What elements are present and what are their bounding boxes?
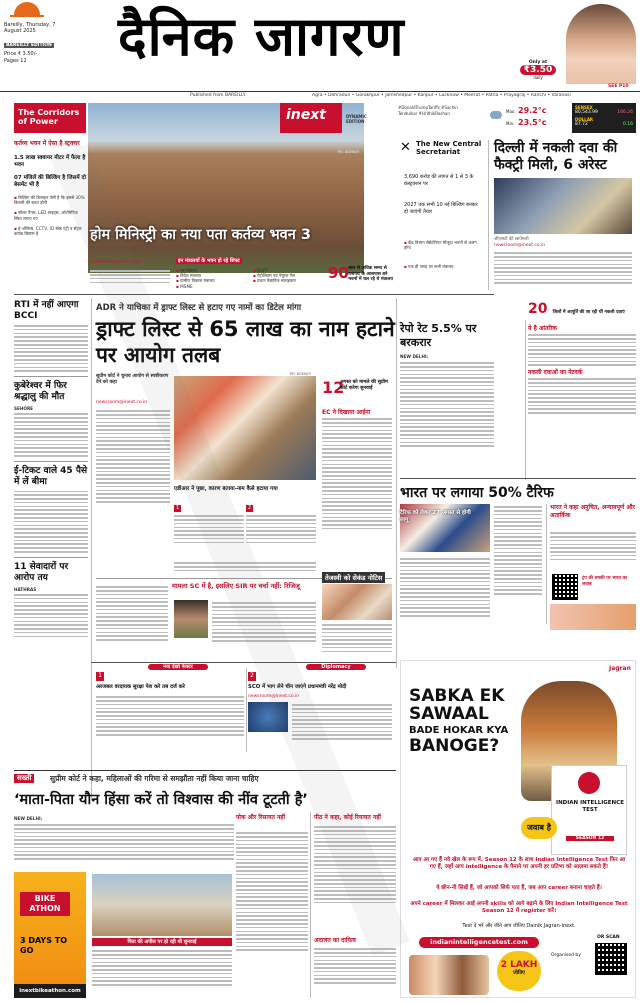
side-notes-heading-2: नकली दवाओं का नेटवर्क — [528, 369, 583, 377]
bottom-body-1 — [96, 694, 244, 748]
rijiju-headline: मामला SC में है, इसलिए SIR पर चर्चा नहीं: रिजिजू — [172, 582, 300, 590]
sensex-label: SENSEX — [575, 105, 593, 110]
dollar-value: 87.72 — [575, 122, 588, 127]
bottom-num-1: 1 — [96, 672, 104, 681]
sun-logo-icon — [14, 2, 40, 15]
sevadar-body — [14, 594, 88, 637]
stat-12: 12 — [322, 378, 345, 397]
ad-prize-badge — [497, 951, 541, 991]
only-at-daily: daily — [533, 75, 543, 80]
ec-headline: EC ने दिखाया आईना — [322, 409, 371, 416]
ministry-item: ▪ DoPT — [253, 268, 326, 273]
raid-photo — [494, 178, 632, 234]
box-court-duty: अदालत का दायित्व — [314, 937, 356, 944]
ad-headline-2: SAWAAL — [409, 704, 489, 724]
supreme-kicker-label: सख्ती — [14, 774, 34, 783]
x-icon: ✕ — [400, 140, 411, 155]
pages: Pages 12 — [4, 58, 27, 64]
ind-title: INDIAN INTELLIGENCE TEST — [556, 800, 624, 813]
supreme-headline: ‘माता-पिता यौन हिंसा करें तो विश्वास की नींव टूटती है’ — [14, 792, 308, 808]
price: Price ₹ 3.50/- — [4, 51, 38, 57]
max-temp: 29.2°c — [518, 106, 547, 115]
dateline: Bareilly, Thursday, 7 August 2025 — [4, 22, 56, 34]
ad-url[interactable]: indianintelligencetest.com — [419, 937, 539, 948]
ministry-item: ▪ ग्रामीण विकास मंत्रालय — [176, 278, 249, 283]
sevadar-headline: 11 सेवादारों पर आरोप तय — [14, 561, 69, 583]
inext-dynamic-edition: DYNAMIC EDITION — [346, 114, 367, 124]
bikeathon-url: inextbikeathon.com — [14, 984, 86, 998]
raid-caption: जीएसटी की छापेमारी — [494, 237, 529, 242]
box-pok: पोक और रिसायत नहीं — [236, 814, 286, 821]
supreme-court-photo — [92, 874, 232, 936]
ad-qr-code[interactable] — [595, 943, 627, 975]
side-notes — [528, 326, 636, 416]
kubereshwar-body — [14, 413, 88, 456]
see-page[interactable]: SEE P10 — [608, 84, 629, 89]
supreme-photo-caption: पिता की अपील पर हो रही थी सुनवाई — [92, 938, 232, 946]
repo-headline: रेपो रेट 5.5% पर बरकरार — [400, 322, 477, 349]
adr-kicker: ADR ने याचिका में ड्राफ्ट लिस्ट से हटाए गए नामों का डिटेल मांगा — [96, 303, 302, 313]
qr-caption: ट्रंप की धमकी पर भारत का जवाब — [582, 576, 628, 587]
secretariat-stat2: 2027 तक सभी 10 नई बिल्डिंग बनकर हो जाएंगी तैयार — [404, 202, 478, 215]
ministry-item: ▪ प्रधान वैज्ञानिक सलाहकार — [253, 278, 326, 283]
tariff-subhead: टैरिफ को लेकर 27 अगस्त से होगी लागू — [400, 510, 471, 523]
qr-code[interactable] — [552, 574, 578, 600]
intelligence-test-ad[interactable] — [400, 660, 636, 998]
edition-label: BAREILLY EDITION — [6, 43, 52, 48]
eticket-body — [14, 491, 88, 553]
bikeathon-ad[interactable] — [14, 872, 86, 998]
ad-prize: 2 LAKH — [500, 960, 538, 970]
city-list: Agra • Dehradun • Gorakhpur • Jamshedpur • Kanpur • Lucknow • Meerut • Patna • Prayagraj • Ranchi • Varanasi — [312, 93, 571, 98]
tejashwi-body — [322, 622, 392, 662]
ad-strip — [550, 604, 636, 630]
bullet-solar: ▪ सोलर पैनल, LED लाइट्स, ऑटोमेटिक स्विच लगाए गए — [14, 210, 86, 220]
stat-floors: 07 मंजिलें की बिल्डिंग है जिसमें दो बेसमेंट भी है — [14, 175, 86, 188]
adr-email[interactable]: newsroom@inext.co.in — [96, 400, 148, 405]
tejashwi-photo — [322, 584, 392, 620]
adr-headline: ड्राफ्ट लिस्ट से 65 लाख का नाम हटाने पर आयोग तलब — [96, 317, 395, 367]
ind-logo-icon — [578, 772, 600, 794]
dollar-change: 0.16 — [622, 122, 633, 127]
secretariat-stat1: 3,690 करोड़ की लागत से 1 से 3 के कंस्ट्रक्शन पर — [404, 174, 474, 187]
stat-20 — [528, 298, 636, 317]
bullet-energy: ▪ बिल्डिंग की डिजाइन ऐसी है कि इससे 30% बिजली की बचत होगी — [14, 195, 86, 205]
market-box — [572, 103, 636, 133]
kartavya-email[interactable]: newsroom@inext.co.in — [90, 260, 142, 265]
ad-organised: Organised by — [551, 953, 581, 958]
stat-90-text: साल से अधिक समय से राजपथ के आसपास बने भवनों में चल रहे थे मंत्रालय — [348, 266, 393, 282]
sun-logo-base — [10, 15, 44, 17]
stat-20-number: 20 — [528, 301, 548, 317]
ministries-list — [176, 268, 326, 289]
min-temp: 23.5°c — [518, 118, 547, 127]
fake-medicine-headline: दिल्ली में नकली दवा की फैक्ट्री मिली, 6 अरेस्ट — [494, 140, 618, 173]
court-subhead: सुप्रीम कोर्ट ने चुनाव आयोग से स्पष्टीकरण देने को कहा — [96, 374, 169, 385]
newspaper-title: दैनिक जागरण — [118, 4, 405, 68]
fake-medicine-email[interactable]: newsroom@inext.co.in — [494, 243, 546, 248]
ad-people-strip — [409, 955, 489, 995]
rijiju-photo — [174, 600, 208, 638]
ministry-item: ▪ विदेश मंत्रालय — [176, 273, 249, 278]
ind-logo-box — [551, 765, 627, 855]
box-no-relaxation: पीठ ने कहा, कोई रियायत नहीं — [314, 814, 381, 821]
tejashwi-headline: तेजस्वी को सेकंड नोटिस — [322, 572, 385, 583]
max-label: Max. — [506, 109, 516, 114]
box-court-duty-body — [314, 946, 396, 996]
ad-prize-sub: जीतिए — [513, 970, 525, 976]
ministry-item: ▪ MSME — [176, 284, 249, 289]
celebrity-photo — [566, 4, 636, 84]
eticket-headline: ई-टिकट वाले 45 पैसे में लें बीमा — [14, 465, 88, 487]
side-notes-heading: ये है आंतरिक — [528, 325, 558, 332]
only-at-price: ₹3.50 — [520, 65, 556, 75]
structure-heading: कर्तव्य भवन में ऐसा है स्ट्रक्चर — [14, 140, 80, 147]
repo-body — [400, 360, 494, 470]
rti-body — [14, 325, 88, 372]
ad-body-2: ये छीन-नी सिखें हैं, जो आपको सिर्फ पता हैं, जब आप career बनाना चाहते हैं। — [436, 885, 602, 891]
ad-headline-3: BADE HOKAR KYA — [409, 725, 509, 736]
secretariat-bullet2: ▪ एक ही जगह पर सभी मंत्रालय — [404, 264, 480, 269]
published-from: Published from BAREILLY — [190, 93, 246, 98]
supreme-body-1 — [14, 822, 234, 870]
ministry-item: ▪ पेट्रोलियम एवं नेचुरल गैस — [253, 273, 326, 278]
ad-body-3: अपने career में मिलकर आई अपनी skills को आगे बढ़ाने के लिए Indian Intelligence Test Season 12 में register करें। — [410, 901, 628, 914]
kartavya-headline: होम मिनिस्ट्री का नया पता कर्तव्य भवन 3 — [90, 227, 311, 243]
bullet-security: ▪ ई-ऑफिस, CCTV, ID बेस्ड एंट्री व सेंट्रल कमांड सिस्टम है — [14, 226, 86, 236]
bottom-headline-2: SCO में भाग लेने चीन जाएंगे प्रधानमंत्री नरेंद्र मोदी — [248, 684, 347, 690]
point-number: 1 — [175, 505, 180, 511]
bottom-headline-1: अरजबल वरदायक सुरक्षा पेश करे तब दर्ज करे — [96, 684, 185, 690]
ad-headline-1: SABKA EK — [409, 686, 505, 706]
bottom-tab-1: नया देखो फेक्टर — [148, 664, 208, 670]
bottom-num-2: 2 — [248, 672, 256, 681]
tariff-body-col2 — [494, 504, 542, 624]
adr-body-col1b — [96, 584, 168, 660]
tariff-side-body — [550, 530, 636, 570]
adr-subhead: एडीआर ने पूछा, कारण बताया-नाम कैसे हटाया गया — [174, 486, 278, 492]
tariff-side-head: भारत ने कहा अनुचित, अन्यायपूर्ण और अतार्किक — [550, 504, 635, 519]
adr-photo-credit: PIC AGENCY — [290, 372, 312, 376]
dollar-label: DOLLAR — [575, 117, 593, 122]
bikeathon-title: BIKE ATHON — [20, 892, 70, 916]
ad-body-1: आप आ गए हैं नवे खेल के रूप में. Season 12 के साथ Indian Intelligence Test फिर आ गए हैं, जहाँ आप intelligence के पैमाने पर अपनी हर प्रतिभा को आज़मा सकते हैं! — [412, 857, 626, 870]
ad-cta: Test दे भरें और जीते आप जीतिए Dainik Jagran-inext. — [462, 923, 576, 929]
masthead — [0, 0, 640, 98]
sensex-change: 166.26 — [617, 110, 633, 115]
repo-dateline: NEW DELHI: — [400, 354, 429, 359]
sehore-dateline: SEHORE — [14, 405, 34, 411]
inext-logo[interactable] — [280, 103, 342, 133]
adr-point-2 — [246, 494, 316, 545]
hathras-dateline: HATHRAS — [14, 586, 37, 592]
weather-box — [490, 103, 570, 133]
secretariat-panel — [400, 140, 482, 288]
bottom-email[interactable]: newsroom@inext.co.in — [248, 694, 300, 699]
point-number: 2 — [247, 505, 252, 511]
corridors-label: The Corridors of Power — [14, 103, 86, 133]
trending-tags: #DonaldTrumpTariffs #Sachin Tendulkar #HrithikRoshan — [398, 105, 458, 116]
bikeathon-days: 3 DAYS TO GO — [20, 936, 68, 955]
rti-headline: RTI में नहीं आएगा BCCI — [14, 300, 79, 321]
tariff-body-col1 — [400, 556, 490, 636]
cloud-icon — [490, 111, 502, 119]
only-at-badge — [520, 60, 556, 84]
ad-headline-4: BANOGE? — [409, 736, 500, 756]
supreme-body-2 — [92, 948, 232, 998]
supreme-dateline: NEW DELHI: — [14, 816, 43, 821]
stat-20-text: जिलों में आपूर्ति की जा रही थीं नकली दवाएं — [552, 310, 625, 315]
stat-area: 1.5 लाख स्क्वायर मीटर में फैला है भवन — [14, 155, 86, 168]
photo-credit: PIC AGENCY — [338, 150, 360, 154]
secretariat-title: The New Central Secretariat — [416, 140, 482, 156]
supreme-kicker: सुप्रीम कोर्ट ने कहा, महिलाओं की गरिमा से समझौता नहीं किया जाना चाहिए — [50, 774, 259, 783]
min-label: Min. — [506, 121, 515, 126]
ministries-subhead: इन मंत्रालयों के भवन हो रहे शिफ्ट — [178, 258, 240, 264]
tariff-headline: भारत पर लगाया 50% टैरिफ — [400, 485, 554, 501]
inext-wordmark: inext — [286, 107, 326, 123]
fake-medicine-story — [494, 140, 636, 320]
secretariat-bullet1: ▪ केंद्र विभाग सेक्रेटेरिएट मौजूदा भवनों से अलग होगा — [404, 240, 480, 250]
bottom-tab-2: Diplomacy — [306, 664, 366, 670]
jagran-label: Jagran — [609, 665, 631, 672]
stat-12-text: अगस्त को मामले की सुप्रीम कोर्ट करेगा सुनवाई — [340, 380, 388, 391]
box-pok-body — [236, 830, 308, 990]
ad-or-scan: OR SCAN — [597, 935, 620, 940]
stat-90: 90 — [328, 264, 349, 282]
only-at-label: Only at — [528, 60, 548, 65]
ind-season: SEASON 12 — [566, 836, 614, 841]
left-column — [14, 300, 88, 639]
kubereshwar-headline: कुबेरेश्वर में फिर श्रद्धालु की मौत — [14, 380, 67, 402]
ec-body — [322, 416, 392, 566]
sensex-value: 80,543.99 — [575, 110, 598, 115]
ad-answer: जवाब है — [521, 817, 557, 839]
ministry-item: ▪ गृह मंत्रालय — [176, 268, 249, 273]
